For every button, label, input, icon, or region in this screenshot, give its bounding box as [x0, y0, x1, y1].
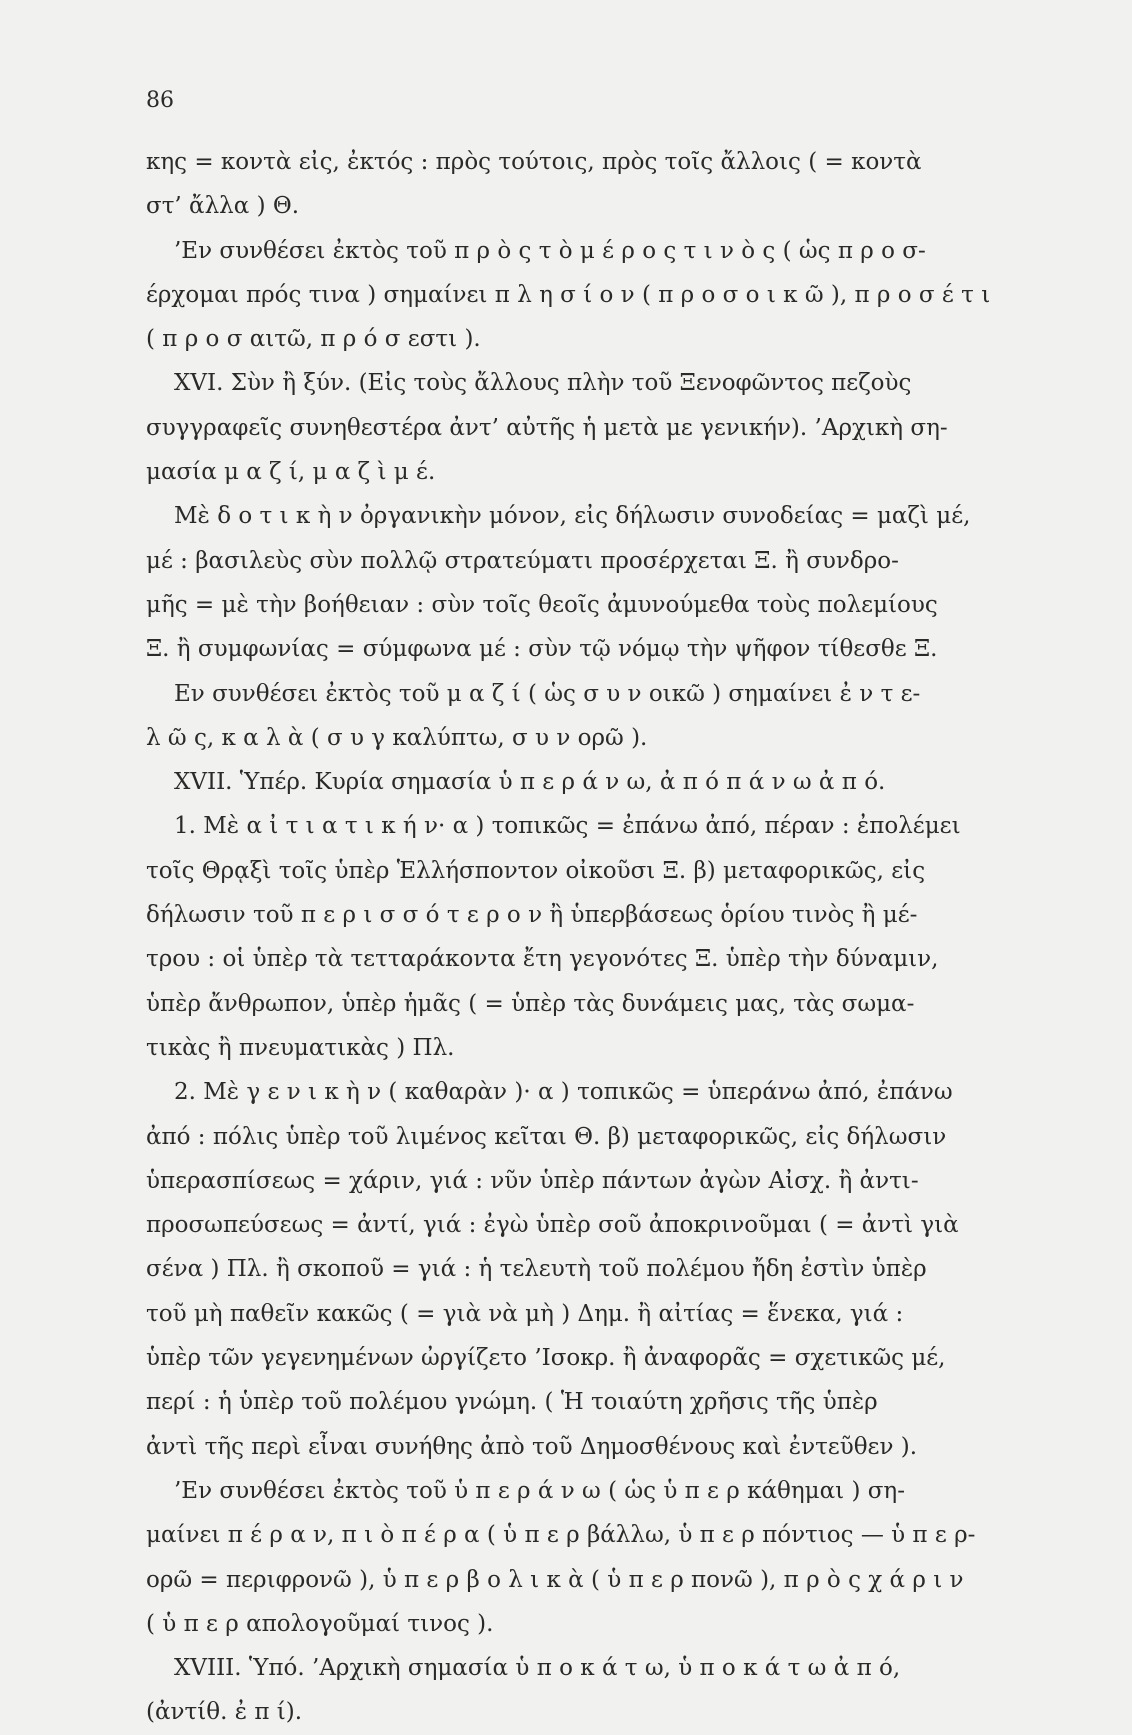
text-line: σένα ) Πλ. ἢ σκοποῦ = γιά : ἡ τελευτὴ τοῦ πολέμου ἤδη ἐστὶν ὑπὲρ — [146, 1256, 927, 1283]
text-line: Μὲ δ ο τ ι κ ὴ ν ὀργανικὴν μόνον, εἰς δήλωσιν συνοδείας = μαζὶ μέ, — [174, 503, 971, 530]
text-line: μῆς = μὲ τὴν βοήθειαν : σὺν τοῖς θεοῖς ἀμυνούμεθα τοὺς πολεμίους — [146, 591, 938, 618]
text-line: ’Εν συνθέσει ἐκτὸς τοῦ ὑ π ε ρ ά ν ω ( ὡς ὑ π ε ρ κάθημαι ) ση- — [174, 1477, 905, 1504]
text-line: ( ὑ π ε ρ απολογοῦμαί τινος ). — [146, 1610, 494, 1637]
text-line: ὑπερασπίσεως = χάριν, γιά : νῦν ὑπὲρ πάντων ἀγὼν Αἰσχ. ἢ ἀντι- — [146, 1167, 919, 1194]
text-line: ὑπὲρ ἄνθρωπον, ὑπὲρ ἡμᾶς ( = ὑπὲρ τὰς δυνάμεις μας, τὰς σωμα- — [146, 990, 915, 1017]
text-line: XVIII. Ὑπό. ’Αρχικὴ σημασία ὑ π ο κ ά τ ω, ὑ π ο κ ά τ ω ἀ π ό, — [174, 1655, 901, 1682]
text-line: δήλωσιν τοῦ π ε ρ ι σ σ ό τ ε ρ ο ν ἢ ὑπερβάσεως ὁρίου τινὸς ἢ μέ- — [146, 902, 918, 929]
text-line: τικὰς ἢ πνευματικὰς ) Πλ. — [146, 1034, 455, 1061]
text-line: τρου : οἱ ὑπὲρ τὰ τετταράκοντα ἔτη γεγονότες Ξ. ὑπὲρ τὴν δύναμιν, — [146, 946, 939, 973]
text-line: Ξ. ἢ συμφωνίας = σύμφωνα μέ : σὺν τῷ νόμῳ τὴν ψῆφον τίθεσθε Ξ. — [146, 636, 938, 663]
text-line: ἀντὶ τῆς περὶ εἶναι συνήθης ἀπὸ τοῦ Δημοσθένους καὶ ἐντεῦθεν ). — [146, 1433, 918, 1460]
page-number: 86 — [146, 88, 174, 113]
text-line: (ἀντίθ. ἐ π ί). — [146, 1699, 303, 1726]
text-line: XVII. Ὑπέρ. Κυρία σημασία ὑ π ε ρ ά ν ω, ἀ π ό π ά ν ω ἀ π ό. — [174, 769, 886, 796]
text-line: ορῶ = περιφρονῶ ), ὑ π ε ρ β ο λ ι κ ὰ ( ὑ π ε ρ πονῶ ), π ρ ὸ ς χ ά ρ ι ν — [146, 1566, 964, 1593]
text-line: τοῦ μὴ παθεῖν κακῶς ( = γιὰ νὰ μὴ ) Δημ. ἢ αἰτίας = ἕνεκα, γιά : — [146, 1300, 904, 1327]
text-line: τοῖς Θρᾳξὶ τοῖς ὑπὲρ Ἑλλήσποντον οἰκοῦσι Ξ. β) μεταφορικῶς, εἰς — [146, 857, 926, 884]
text-line: 1. Μὲ α ἰ τ ι α τ ι κ ή ν· α ) τοπικῶς = ἐπάνω ἀπό, πέραν : ἐπολέμει — [174, 813, 961, 840]
text-line: προσωπεύσεως = ἀντί, γιά : ἐγὼ ὑπὲρ σοῦ ἀποκρινοῦμαι ( = ἀντὶ γιὰ — [146, 1212, 959, 1239]
text-line: μέ : βασιλεὺς σὺν πολλῷ στρατεύματι προσέρχεται Ξ. ἢ συνδρο- — [146, 547, 899, 574]
text-line: Εν συνθέσει ἐκτὸς τοῦ μ α ζ ί ( ὡς σ υ ν οικῶ ) σημαίνει ἐ ν τ ε- — [174, 680, 921, 707]
text-line: μαίνει π έ ρ α ν, π ι ὸ π έ ρ α ( ὑ π ε ρ βάλλω, ὑ π ε ρ πόντιος — ὑ π ε ρ- — [146, 1522, 976, 1549]
text-line: 2. Μὲ γ ε ν ι κ ὴ ν ( καθαρὰν )· α ) τοπικῶς = ὑπεράνω ἀπό, ἐπάνω — [174, 1079, 953, 1106]
text-line: λ ῶ ς, κ α λ ὰ ( σ υ γ καλύπτω, σ υ ν ορῶ ). — [146, 724, 648, 751]
text-line: μασία μ α ζ ί, μ α ζ ὶ μ έ. — [146, 459, 436, 486]
text-line: στ’ ἄλλα ) Θ. — [146, 193, 300, 220]
text-line: συγγραφεῖς συνηθεστέρα ἀντ’ αὐτῆς ἡ μετὰ με γενικήν). ’Αρχικὴ ση- — [146, 414, 948, 441]
text-line: κης = κοντὰ εἰς, ἐκτός : πρὸς τούτοις, πρὸς τοῖς ἄλλοις ( = κοντὰ — [146, 149, 922, 175]
text-line: ἀπό : πόλις ὑπὲρ τοῦ λιμένος κεῖται Θ. β) μεταφορικῶς, εἰς δήλωσιν — [146, 1123, 947, 1150]
text-line: έρχομαι πρός τινα ) σημαίνει π λ η σ ί ο ν ( π ρ ο σ ο ι κ ῶ ), π ρ ο σ έ τ ι — [146, 281, 991, 308]
text-line: XVI. Σὺν ἢ ξύν. (Εἰς τοὺς ἄλλους πλὴν τοῦ Ξενοφῶντος πεζοὺς — [174, 370, 912, 397]
text-line: ὑπὲρ τῶν γεγενημένων ὠργίζετο ’Ισοκρ. ἢ ἀναφορᾶς = σχετικῶς μέ, — [146, 1345, 946, 1372]
text-body — [146, 140, 994, 1735]
text-line: ’Εν συνθέσει ἐκτὸς τοῦ π ρ ὸ ς τ ὸ μ έ ρ ο ς τ ι ν ὸ ς ( ὡς π ρ ο σ- — [174, 237, 926, 264]
text-line: περί : ἡ ὑπὲρ τοῦ πολέμου γνώμη. ( Ἡ τοιαύτη χρῆσις τῆς ὑπὲρ — [146, 1389, 878, 1416]
text-line: ( π ρ ο σ αιτῶ, π ρ ό σ εστι ). — [146, 326, 481, 353]
